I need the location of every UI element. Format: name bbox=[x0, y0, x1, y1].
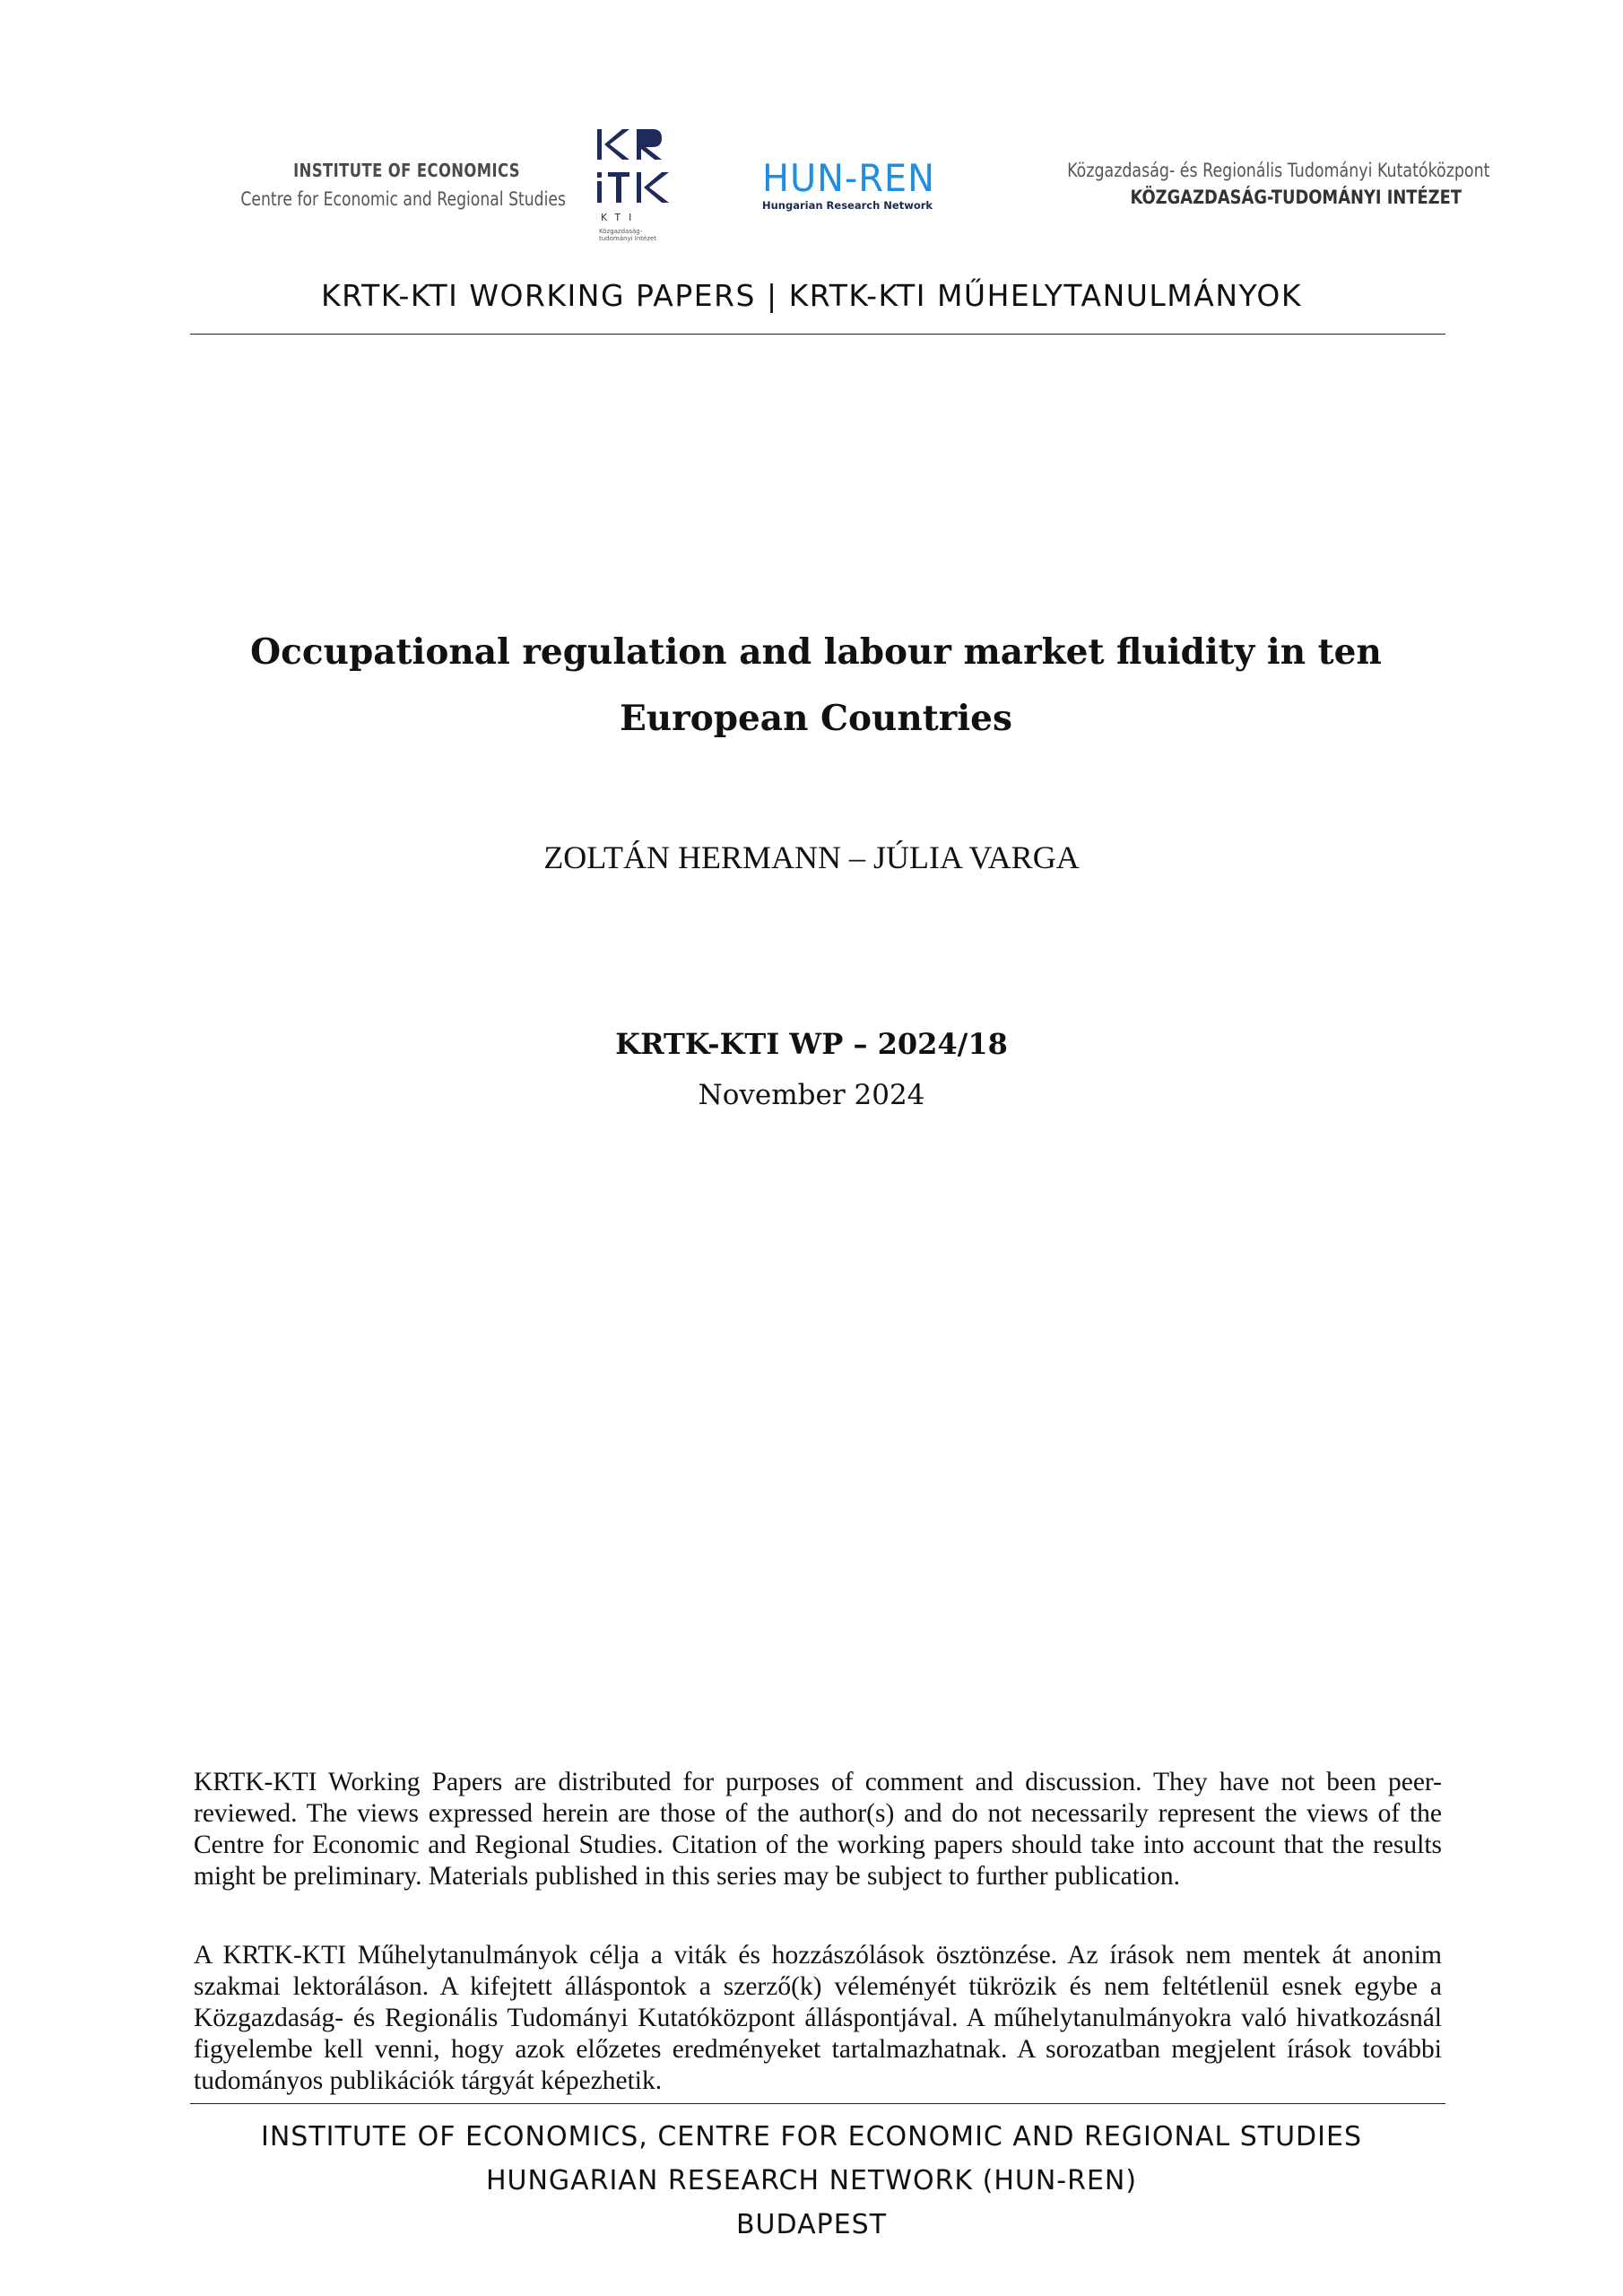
footer-line1: INSTITUTE OF ECONOMICS, CENTRE FOR ECONOMIC AND REGIONAL STUDIES bbox=[260, 2121, 1362, 2152]
paper-authors: ZOLTÁN HERMANN – JÚLIA VARGA bbox=[543, 839, 1080, 875]
kozgazdasag-logo bbox=[986, 160, 1490, 208]
krtk-logo-subtitle: Közgazdaság-tudományi Intézet bbox=[599, 228, 657, 242]
institute-logo-line2: Centre for Economic and Regional Studies bbox=[240, 188, 566, 210]
krtk-kti-logo bbox=[592, 126, 681, 247]
series-header: KRTK-KTI WORKING PAPERS | KRTK-KTI MŰHELYTANULMÁNYOK bbox=[320, 278, 1303, 313]
disclaimer-english: KRTK-KTI Working Papers are distributed for purposes of comment and discussion. They have not been peer-reviewed. The views expressed herein are those of the author(s) and do not necessarily represent the views of the Centre for Economic and Regional Studies. Citation of the working papers should take into account that the results might be preliminary. Materials published in this series may be subject to further publication. bbox=[194, 1768, 1442, 1891]
kozgazdasag-logo-line2: KÖZGAZDASÁG-TUDOMÁNYI INTÉZET bbox=[1130, 187, 1462, 208]
footer-line3: BUDAPEST bbox=[735, 2209, 888, 2240]
footer-rule bbox=[190, 2103, 1445, 2104]
hun-ren-logo-subtitle: Hungarian Research Network bbox=[762, 199, 933, 212]
hun-ren-logo-name: HUN-REN bbox=[762, 156, 935, 200]
kozgazdasag-logo-line1: Közgazdaság- és Regionális Tudományi Kutatóközpont bbox=[1067, 160, 1490, 181]
paper-date: November 2024 bbox=[698, 1079, 925, 1111]
footer bbox=[0, 2115, 1623, 2247]
disclaimer-hungarian: A KRTK-KTI Műhelytanulmányok célja a viták és hozzászólások ösztönzése. Az írások nem mentek át anonim szakmai lektoráláson. A kifejtett álláspontok a szerző(k) véleményét tükrözik és nem feltétlenül esnek egybe a Közgazdaság- és Regionális Tudományi Kutatóközpont álláspontjával. A műhelytanulmányokra való hivatkozásnál figyelembe kell venni, hogy azok előzetes eredményeket tartalmazhatnak. A sorozatban megjelent írások további tudományos publikációk tárgyát képezhetik. bbox=[194, 1941, 1442, 2095]
hun-ren-logo bbox=[762, 156, 959, 212]
footer-line2: HUNGARIAN RESEARCH NETWORK (HUN-REN) bbox=[485, 2165, 1138, 2196]
institute-of-economics-logo bbox=[179, 160, 566, 210]
krtk-logo-letters: KTI bbox=[601, 212, 640, 223]
paper-number: KRTK-KTI WP – 2024/18 bbox=[615, 1027, 1008, 1061]
institute-logo-line1: INSTITUTE OF ECONOMICS bbox=[293, 160, 520, 181]
paper-title: Occupational regulation and labour market fluidity in ten European Countries bbox=[250, 631, 1382, 739]
header-rule bbox=[190, 334, 1445, 335]
krtk-logo-mark-icon bbox=[592, 126, 681, 211]
